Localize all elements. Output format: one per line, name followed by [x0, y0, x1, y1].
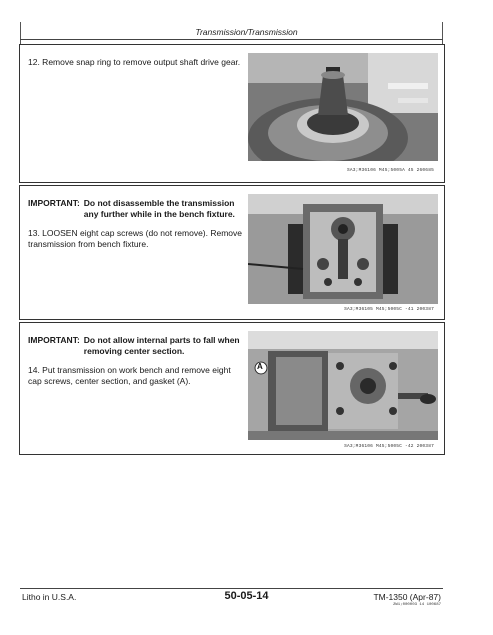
step-12-photo [248, 53, 438, 161]
step-13-photo [248, 194, 438, 304]
step-13-text [28, 198, 246, 250]
step-14-photo-caption: SA3;M36106 M45;5005C -42 200387 [344, 444, 434, 449]
step-14-instruction: 14. Put transmission on work bench and remove eight cap screws, center section, and gasket (A). [28, 365, 231, 386]
step-14-photo [248, 331, 438, 440]
header-line [20, 39, 443, 40]
footer-line [20, 588, 443, 589]
step-12-text [28, 57, 246, 68]
important-note [28, 198, 246, 220]
step-12-instruction: 12. Remove snap ring to remove output shaft drive gear. [28, 57, 241, 67]
page-header-title: Transmission/Transmission [195, 27, 298, 37]
step-14-text [28, 335, 246, 387]
manual-id: TM-1350 (Apr-87) [373, 592, 441, 602]
important-text: Do not disassemble the transmission any further while in the bench fixture. [83, 198, 235, 219]
callout-a-label: A [257, 362, 263, 371]
step-12-photo-caption: SA3;M36106 M45;5005A 45 260685 [346, 168, 434, 173]
important-label: IMPORTANT: [28, 198, 80, 208]
important-note [28, 335, 246, 357]
step-14-section [19, 322, 445, 455]
step-13-section [19, 185, 445, 320]
page-number: 50-05-14 [224, 590, 269, 602]
step-13-instruction: 13. LOOSEN eight cap screws (do not remove). Remove transmission from bench fixture. [28, 228, 243, 249]
step-13-photo-caption: SA3;M36105 M45;5005C -41 200387 [344, 307, 434, 312]
footer-litho: Litho in U.S.A. [22, 592, 77, 602]
important-text: Do not allow internal parts to fall when removing center section. [83, 335, 240, 356]
footer-code: 2W1;000003 14 100687 [392, 603, 441, 607]
important-label: IMPORTANT: [28, 335, 80, 345]
step-12-section [19, 44, 445, 183]
